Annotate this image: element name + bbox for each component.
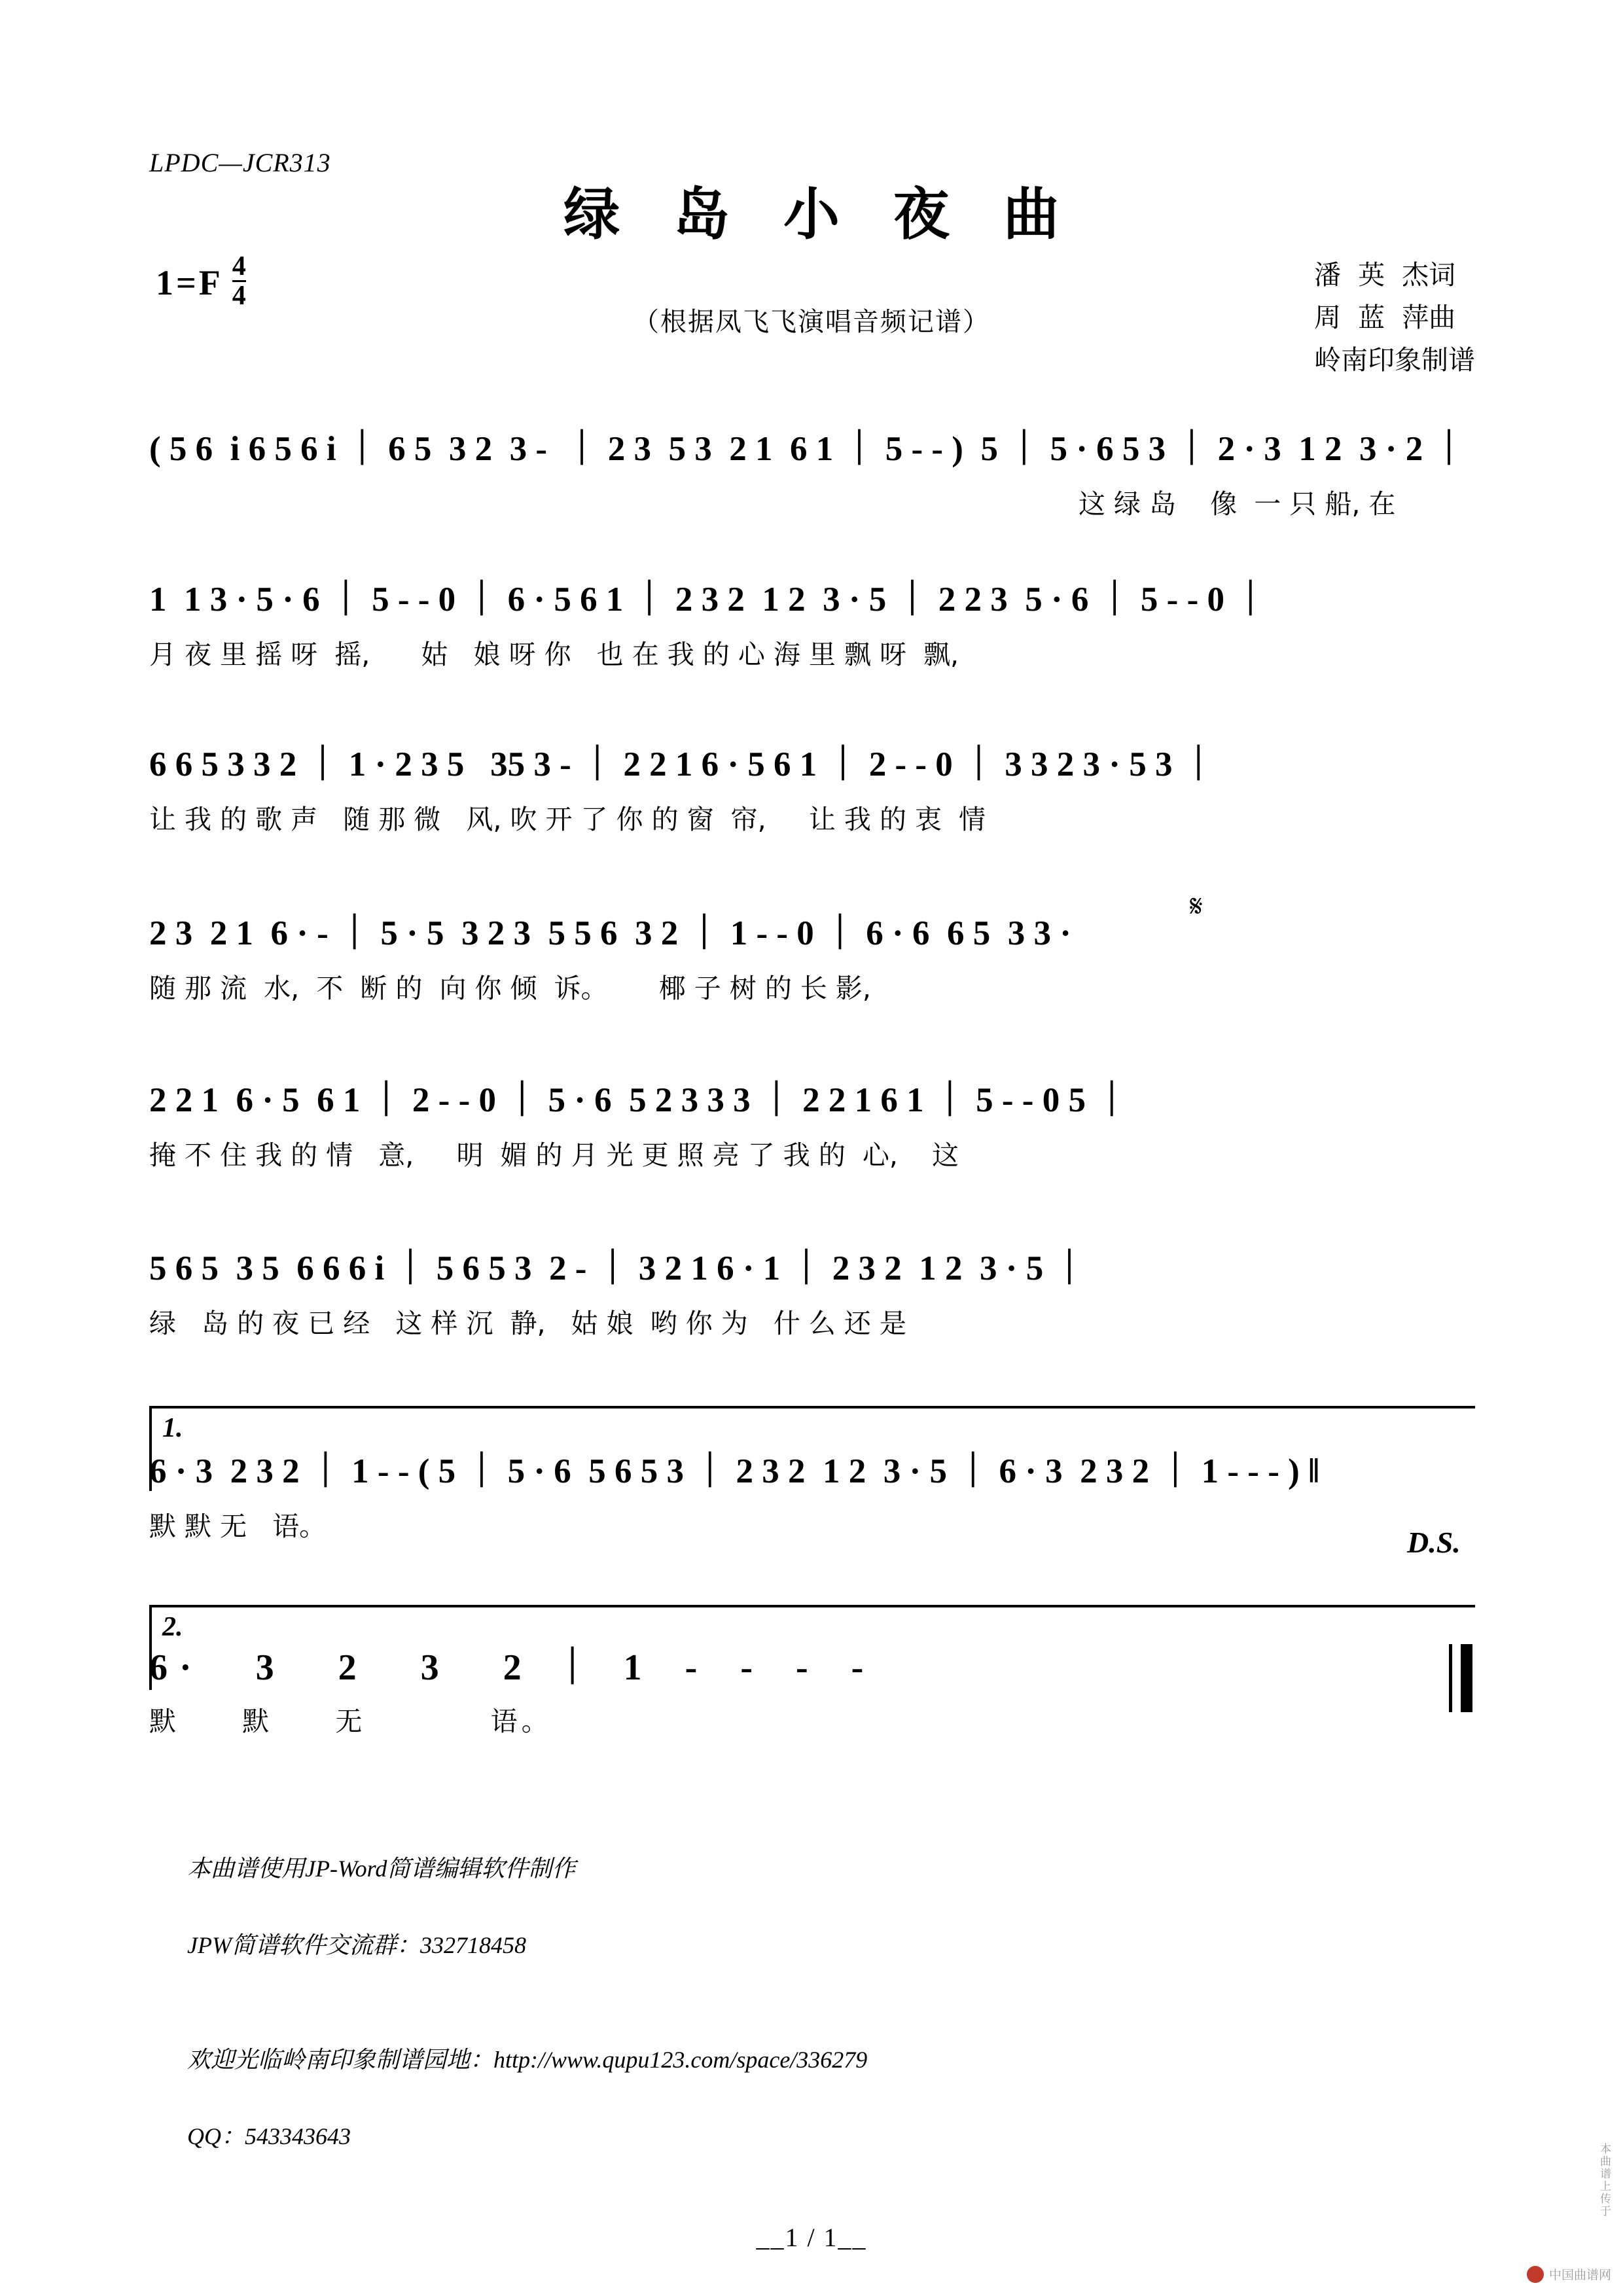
watermark-logo-text: 中国曲谱网 bbox=[1548, 2268, 1611, 2282]
footer-site-link[interactable]: 欢迎光临岭南印象制谱园地：http://www.qupu123.com/space/336279 bbox=[187, 2046, 868, 2073]
footer-software-note: 本曲谱使用JP-Word简谱编辑软件制作 bbox=[187, 1856, 576, 1882]
notes-line: 6 6 5 3 3 2 ｜ 1 · 2 3 5 35 3 - ｜ 2 2 1 6 · 5 6 1 ｜ 2 - - 0 ｜ 3 3 2 3 · 5 3 ｜ bbox=[149, 745, 1216, 783]
page-title: 绿 岛 小 夜 曲 bbox=[563, 181, 1077, 247]
ds-mark: D.S. bbox=[1407, 1526, 1461, 1559]
notes-line: 2 3 2 1 6 · - ｜ 5 · 5 3 2 3 5 5 6 3 2 ｜ 1 - - 0 ｜ 6 · 6 6 5 3 3 · bbox=[149, 914, 1071, 952]
key-do: 1 bbox=[156, 263, 173, 303]
lyrics-line: 掩 不 住 我 的 情 意, 明 媚 的 月 光 更 照 亮 了 我 的 心, 这 bbox=[149, 1139, 959, 1171]
system-5 bbox=[149, 1083, 1475, 1169]
lyrics-line: 让 我 的 歌 声 随 那 微 风, 吹 开 了 你 的 窗 帘, 让 我 的 衷 情 bbox=[149, 804, 986, 835]
footer-line-2 bbox=[152, 2003, 867, 2194]
final-barline-thin bbox=[1449, 1644, 1452, 1712]
volta-label-1: 1. bbox=[162, 1413, 183, 1443]
footer-group-note: JPW简谱软件交流群：332718458 bbox=[187, 1931, 526, 1958]
footer bbox=[152, 1812, 867, 2193]
watermark-logo bbox=[1527, 2265, 1611, 2283]
notes-line: 5 6 5 3 5 6 6 6 i ｜ 5 6 5 3 2 - ｜ 3 2 1 6 · 1 ｜ 2 3 2 1 2 3 · 5 ｜ bbox=[149, 1249, 1087, 1287]
credit-arranger: 岭南印象制谱 bbox=[1314, 344, 1475, 376]
footer-qq: QQ：543343643 bbox=[187, 2123, 351, 2149]
notes-line: 6 · 3 2 3 2 ｜ 1 - - ( 5 ｜ 5 · 6 5 6 5 3 ｜ 2 3 2 1 2 3 · 5 ｜ 6 · 3 2 3 2 ｜ 1 - - - ) ‖ bbox=[149, 1452, 1320, 1490]
lyrics-line: 这 绿 岛 像 一 只 船, 在 bbox=[1079, 488, 1396, 520]
watermark-vertical-text: 本曲谱上传于 bbox=[1597, 2143, 1611, 2217]
page-number: __1 / 1__ bbox=[756, 2223, 867, 2252]
logo-dot-icon bbox=[1527, 2266, 1544, 2283]
final-barline bbox=[1461, 1644, 1472, 1712]
credit-composer: 周 蓝 萍曲 bbox=[1314, 301, 1456, 333]
credit-lyricist: 潘 英 杰词 bbox=[1314, 259, 1456, 291]
time-signature-denominator: 4 bbox=[232, 280, 246, 311]
lyrics-line: 绿 岛 的 夜 已 经 这 样 沉 静, 姑 娘 哟 你 为 什 么 还 是 bbox=[149, 1308, 906, 1339]
system-6 bbox=[149, 1251, 1475, 1337]
notes-line: ( 5 6 i 6 5 6 i ｜ 6 5 3 2 3 - ｜ 2 3 5 3 2 1 6 1 ｜ 5 - - ) 5 ｜ 5 · 6 5 3 ｜ 2 · 3 1 2 3 · 2 ｜ bbox=[149, 430, 1467, 468]
notes-line: 6 · 3 2 3 2 ｜ 1 - - - - bbox=[149, 1647, 865, 1688]
key-signature bbox=[156, 251, 246, 311]
time-signature bbox=[232, 251, 246, 311]
catalog-id: LPDC—JCR313 bbox=[149, 148, 331, 177]
lyrics-line: 月 夜 里 摇 呀 摇, 姑 娘 呀 你 也 在 我 的 心 海 里 飘 呀 飘, bbox=[149, 639, 959, 670]
credits bbox=[1314, 254, 1475, 381]
segno-icon: 𝄋 bbox=[1190, 889, 1203, 923]
notes-line: 1 1 3 · 5 · 6 ｜ 5 - - 0 ｜ 6 · 5 6 1 ｜ 2 3 2 1 2 3 · 5 ｜ 2 2 3 5 · 6 ｜ 5 - - 0 ｜ bbox=[149, 581, 1268, 619]
lyrics-line: 默 默 无 语。 bbox=[149, 1511, 327, 1542]
footer-line-1 bbox=[152, 1812, 867, 2003]
volta-label-2: 2. bbox=[162, 1612, 183, 1642]
system-2 bbox=[149, 583, 1475, 668]
time-signature-numerator: 4 bbox=[232, 251, 246, 281]
subtitle: （根据凤飞飞演唱音频记谱） bbox=[633, 307, 990, 337]
system-3 bbox=[149, 747, 1475, 833]
system-4 bbox=[149, 889, 1475, 1004]
system-1 bbox=[149, 432, 1475, 518]
key-letter: F bbox=[198, 263, 221, 303]
key-equals: = bbox=[176, 263, 196, 303]
notes-line: 2 2 1 6 · 5 6 1 ｜ 2 - - 0 ｜ 5 · 6 5 2 3 3 3 ｜ 2 2 1 6 1 ｜ 5 - - 0 5 ｜ bbox=[149, 1081, 1130, 1119]
lyrics-line: 默 默 无 语。 bbox=[149, 1706, 552, 1737]
lyrics-line: 随 那 流 水, 不 断 的 向 你 倾 诉。 椰 子 树 的 长 影, bbox=[149, 973, 871, 1004]
system-7 bbox=[149, 1454, 1475, 1540]
system-8 bbox=[149, 1649, 1475, 1735]
